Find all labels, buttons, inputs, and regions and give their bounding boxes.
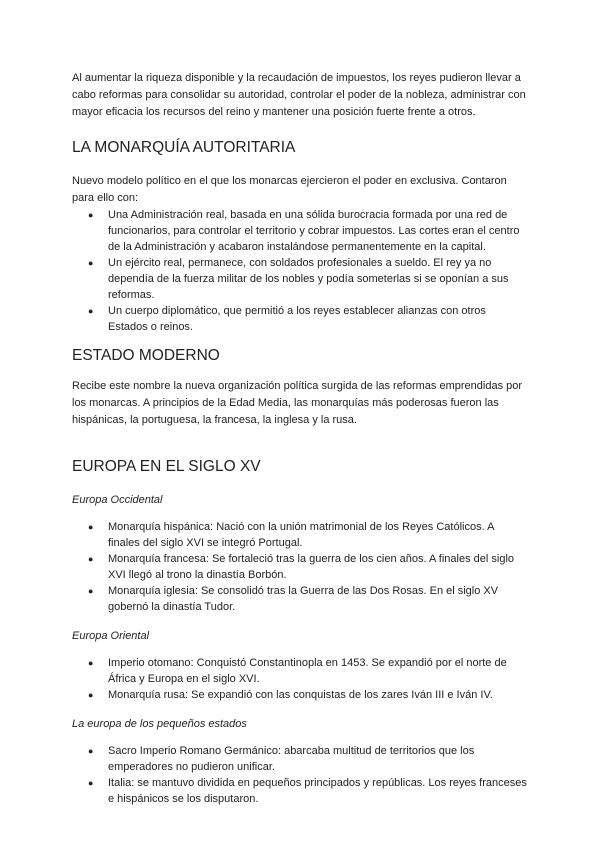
list-item: ● Italia: se mantuvo dividida en pequeños principados y repúblicas. Los reyes franceses e hispánicos se los disputaron. — [72, 775, 528, 807]
subheading-oriental: Europa Oriental — [72, 630, 150, 642]
subheading-pequenos: La europa de los pequeños estados — [72, 718, 247, 730]
oriental-list — [72, 655, 528, 703]
list-item: ● Un ejército real, permanece, con soldados profesionales a sueldo. El rey ya no dependía de la fuerza militar de los nobles y podía someterlas si se oponían a sus reformas. — [72, 255, 528, 303]
subheading-occidental: Europa Occidental — [72, 494, 163, 506]
intro-paragraph: Al aumentar la riqueza disponible y la recaudación de impuestos, los reyes pudieron llevar a cabo reformas para consolidar su autoridad, controlar el poder de la nobleza, administrar con mayor eficacia los recursos del reino y mantener una posición fuerte frente a otros. — [72, 72, 526, 118]
list-item: ● Un cuerpo diplomático, que permitió a los reyes establecer alianzas con otros Estados o reinos. — [72, 303, 528, 335]
list-item: ● Monarquía rusa: Se expandió con las conquistas de los zares Iván III e Iván IV. — [72, 687, 528, 703]
list-item: ● Monarquía hispánica: Nació con la unión matrimonial de los Reyes Católicos. A finales del siglo XVI se integró Portugal. — [72, 519, 528, 551]
heading-estado: ESTADO MODERNO — [72, 347, 220, 364]
monarquia-list — [72, 207, 528, 335]
heading-europa: EUROPA EN EL SIGLO XV — [72, 458, 261, 475]
list-item: ● Monarquía francesa: Se fortaleció tras la guerra de los cien años. A finales del siglo XVI llegó al trono la dinastía Borbón. — [72, 551, 528, 583]
list-item: ● Sacro Imperio Romano Germánico: abarcaba multitud de territorios que los emperadores no pudieron unificar. — [72, 743, 528, 775]
monarquia-paragraph: Nuevo modelo político en el que los monarcas ejercieron el poder en exclusiva. Contaron para ello con: — [72, 175, 507, 204]
document-page — [72, 70, 528, 807]
occidental-list — [72, 519, 528, 615]
pequenos-list — [72, 743, 528, 807]
list-item: ● Imperio otomano: Conquistó Constantinopla en 1453. Se expandió por el norte de África y Europa en el siglo XVI. — [72, 655, 528, 687]
list-item: ● Monarquía iglesia: Se consolidó tras la Guerra de las Dos Rosas. En el siglo XV gobernó la dinastía Tudor. — [72, 583, 528, 615]
list-item: ● Una Administración real, basada en una sólida burocracia formada por una red de funcionarios, para controlar el territorio y cobrar impuestos. Las cortes eran el centro de la Administración y acabaron instalándose permanentemente en la capital. — [72, 207, 528, 255]
heading-monarquia: LA MONARQUÍA AUTORITARIA — [72, 139, 296, 156]
estado-paragraph: Recibe este nombre la nueva organización política surgida de las reformas emprendidas por los monarcas. A principios de la Edad Media, las monarquías más poderosas fueron las hispánicas, la portuguesa, la francesa, la inglesa y la rusa. — [72, 380, 523, 426]
